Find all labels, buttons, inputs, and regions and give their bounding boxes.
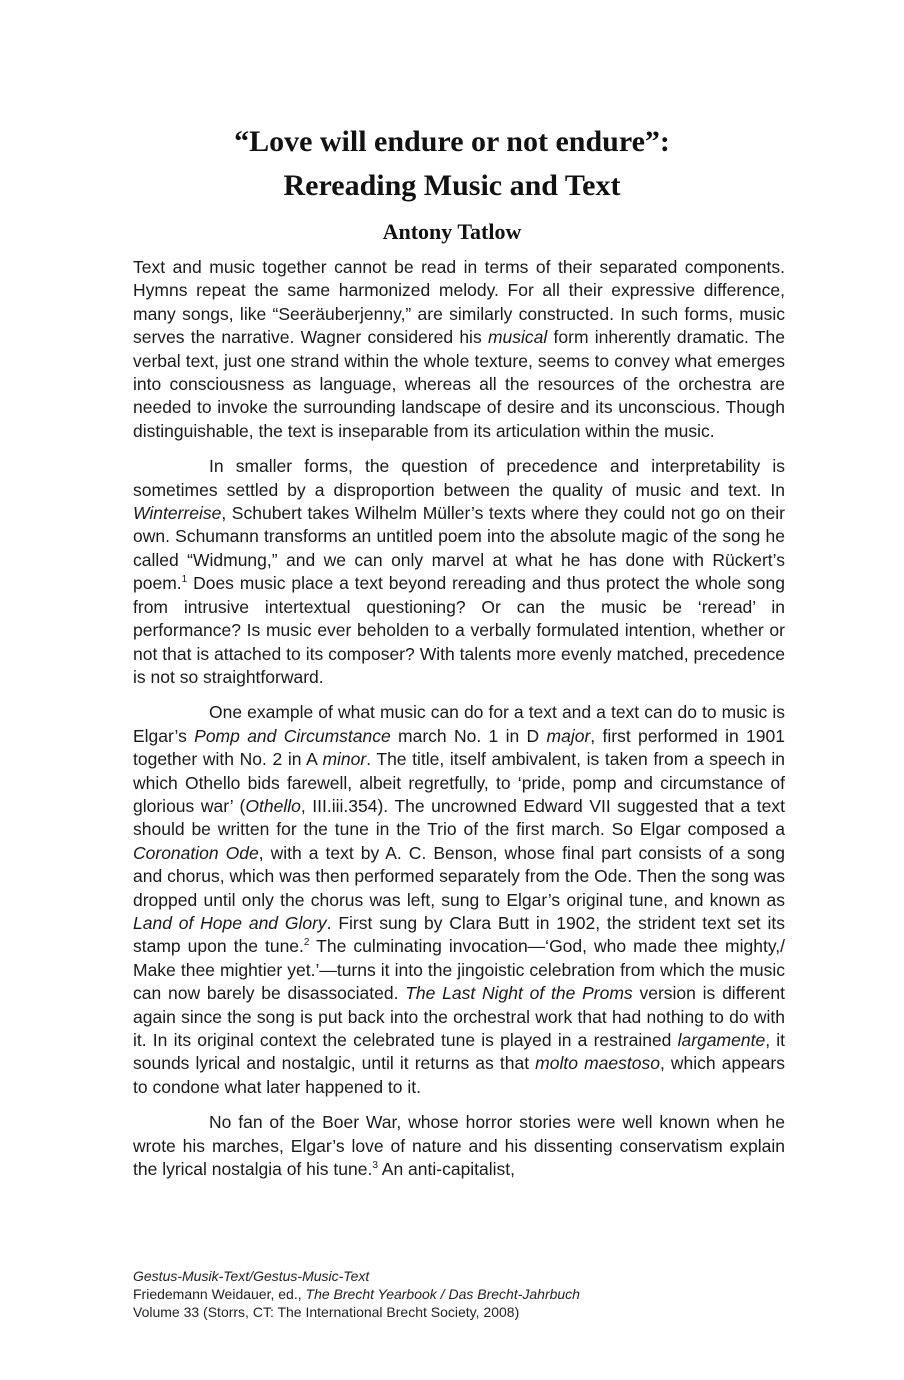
paragraph	[133, 701, 785, 1099]
text-run: , III.iii.354). The uncrowned Edward VII suggested that a text should be written for the tune in the Trio of the first march. So Elgar composed a	[133, 795, 785, 840]
footer-volume-line: Volume 33 (Storrs, CT: The International Brecht Society, 2008)	[133, 1304, 520, 1320]
text-run: The culminating invocation—‘God, who made thee mighty,/ Make thee mightier yet.’—turns it into the jingoistic celebration from which the music can now barely be disassociated.	[133, 936, 785, 1004]
text-run: form inherently dramatic. The verbal text, just one strand within the whole texture, seems to convey what emerges into consciousness as language, whereas all the resources of the orchestra are needed to invoke the surrounding landscape of desire and its unconscious. Though distinguishable, the text is inseparable from its articulation within the music.	[133, 327, 785, 441]
text-run: march No. 1 in D	[390, 725, 547, 746]
article-title	[0, 120, 904, 208]
text-run: No fan of the Boer War, whose horror stories were well known when he wrote his marches, Elgar’s love of nature and his dissenting conservatism explain the lyrical nostalgia of his tune.	[133, 1112, 785, 1180]
italic-text: minor	[322, 749, 367, 770]
text-run: . The title, itself ambivalent, is taken from a speech in which Othello bids farewell, albeit regretfully, to ‘pride, pomp and circumstance of glorious war’ (	[133, 749, 785, 816]
text-run: , with a text by A. C. Benson, whose final part consists of a song and chorus, which was then performed separately from the Ode. Then the song was dropped until only the chorus was left, sung to Elgar’s original tune, and known as	[133, 842, 785, 910]
italic-text: major	[546, 725, 591, 746]
text-run: , which appears to condone what later happened to it.	[133, 1053, 785, 1097]
italic-text: Coronation Ode	[133, 842, 259, 863]
title-line-1: “Love will endure or not endure”:	[234, 125, 670, 158]
italic-text: largamente	[677, 1030, 766, 1050]
text-run: , first performed in 1901 together with No. 2 in A	[133, 725, 785, 770]
italic-text: Pomp and Circumstance	[194, 725, 391, 746]
italic-text: molto maestoso	[535, 1053, 660, 1074]
text-run: . First sung by Clara Butt in 1902, the strident text set its stamp upon the tune.	[133, 912, 785, 957]
paragraph	[133, 256, 785, 443]
article-body	[133, 256, 785, 1193]
title-line-2: Rereading Music and Text	[283, 169, 621, 202]
text-run: Text and music together cannot be read in terms of their separated components. Hymns repeat the same harmonized melody. For all their expressive difference, many songs, like “Seeräuberjenny,” are similarly constructed. In such forms, music serves the narrative. Wagner considered his	[133, 257, 785, 348]
text-run: version is different again since the song is put back into the orchestral work that had nothing to do with it. In its original context the celebrated tune is played in a restrained	[133, 983, 785, 1050]
italic-text: The Last Night of the Proms	[405, 983, 633, 1004]
footnote-marker: 2	[303, 937, 310, 949]
footnote-marker: 1	[181, 574, 188, 586]
author-name: Antony Tatlow	[382, 219, 522, 244]
italic-text: Othello	[245, 795, 301, 816]
source-footer	[133, 1267, 833, 1321]
text-run: , it sounds lyrical and nostalgic, until it returns as that	[133, 1030, 785, 1074]
italic-text: Land of Hope and Glory	[133, 912, 327, 933]
paragraph	[133, 455, 785, 689]
footer-series-title: Gestus-Musik-Text/Gestus-Music-Text	[133, 1268, 370, 1284]
text-run: One example of what music can do for a text and a text can do to music is Elgar’s	[133, 702, 785, 746]
text-run: , Schubert takes Wilhelm Müller’s texts where they could not go on their own. Schumann transforms an untitled poem into the absolute magic of the song he called “Widmung,” and we can only marvel at what he has done with Rückert’s poem.	[133, 503, 785, 594]
paragraph	[133, 1111, 785, 1181]
footnote-marker: 3	[372, 1160, 378, 1172]
text-run: In smaller forms, the question of precedence and interpretability is sometimes settled by a disproportion between the quality of music and text. In	[133, 456, 785, 500]
text-run: Does music place a text beyond rereading and thus protect the whole song from intrusive intertextual questioning? Or can the music be ‘reread’ in performance? Is music ever beholden to a verbally formulated intention, whether or not that is attached to its composer? With talents more evenly matched, precedence is not so straightforward.	[133, 573, 785, 687]
text-run: An anti-capitalist,	[377, 1159, 516, 1180]
italic-text: musical	[487, 327, 548, 348]
footer-editor-line: Friedemann Weidauer, ed., The Brecht Yearbook / Das Brecht-Jahrbuch	[133, 1286, 580, 1302]
italic-text: Winterreise	[133, 503, 222, 524]
